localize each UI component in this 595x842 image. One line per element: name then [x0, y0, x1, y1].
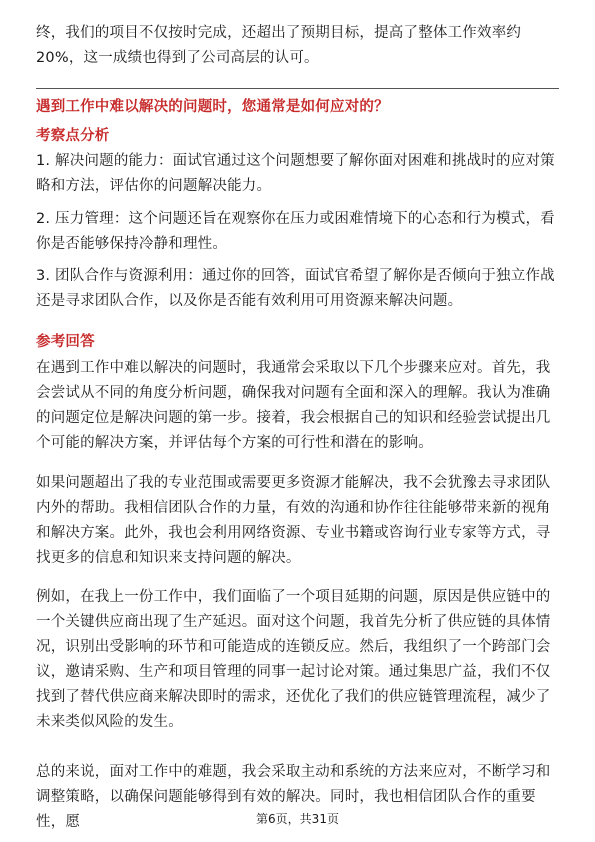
- page-number: 第6页，共31页: [256, 812, 339, 826]
- answer-paragraph-4: 总的来说，面对工作中的难题，我会采取主动和系统的方法来应对，不断学习和调整策略，以确保问题能够得到有效的解决。同时，我也相信团队合作的重要性，愿: [36, 764, 551, 830]
- analysis-point-2: 2. 压力管理：这个问题还旨在观察你在压力或困难情境下的心态和行为模式，看你是否能够保持冷静和理性。: [36, 211, 555, 252]
- answer-heading: 参考回答: [36, 334, 95, 350]
- section-divider: [36, 88, 559, 89]
- answer-paragraph-2: 如果问题超出了我的专业范围或需要更多资源才能解决，我不会犹豫去寻求团队内外的帮助。我相信团队合作的力量，有效的沟通和协作往往能够带来新的视角和解决方案。此外，我也会利用网络资源、专业书籍或咨询行业专家等方式，寻找更多的信息和知识来支持问题的解决。: [36, 475, 551, 566]
- answer-paragraph-1: 在遇到工作中难以解决的问题时，我通常会采取以下几个步骤来应对。首先，我会尝试从不同的角度分析问题，确保我对问题有全面和深入的理解。我认为准确的问题定位是解决问题的第一步。接着，我会根据自己的知识和经验尝试提出几个可能的解决方案，并评估每个方案的可行性和潜在的影响。: [36, 360, 551, 451]
- question-heading: 遇到工作中难以解决的问题时，您通常是如何应对的？: [36, 99, 389, 115]
- answer-paragraph-3: 例如，在我上一份工作中，我们面临了一个项目延期的问题，原因是供应链中的一个关键供应商出现了生产延迟。面对这个问题，我首先分析了供应链的具体情况，识别出受影响的环节和可能造成的连锁反应。然后，我组织了一个跨部门会议，邀请采购、生产和项目管理的同事一起讨论对策。通过集思广益，我们不仅找到了替代供应商来解决即时的需求，还优化了我们的供应链管理流程，减少了未来类似风险的发生。: [36, 589, 551, 730]
- analysis-heading: 考察点分析: [36, 128, 110, 144]
- intro-continuation: 终，我们的项目不仅按时完成，还超出了预期目标，提高了整体工作效率约20%，这一成绩也得到了公司高层的认可。: [36, 25, 522, 66]
- analysis-point-3: 3. 团队合作与资源利用：通过你的回答，面试官希望了解你是否倾向于独立作战还是寻求团队合作，以及你是否能有效利用可用资源来解决问题。: [36, 268, 555, 309]
- analysis-point-1: 1. 解决问题的能力：面试官通过这个问题想要了解你面对困难和挑战时的应对策略和方法，评估你的问题解决能力。: [36, 153, 555, 194]
